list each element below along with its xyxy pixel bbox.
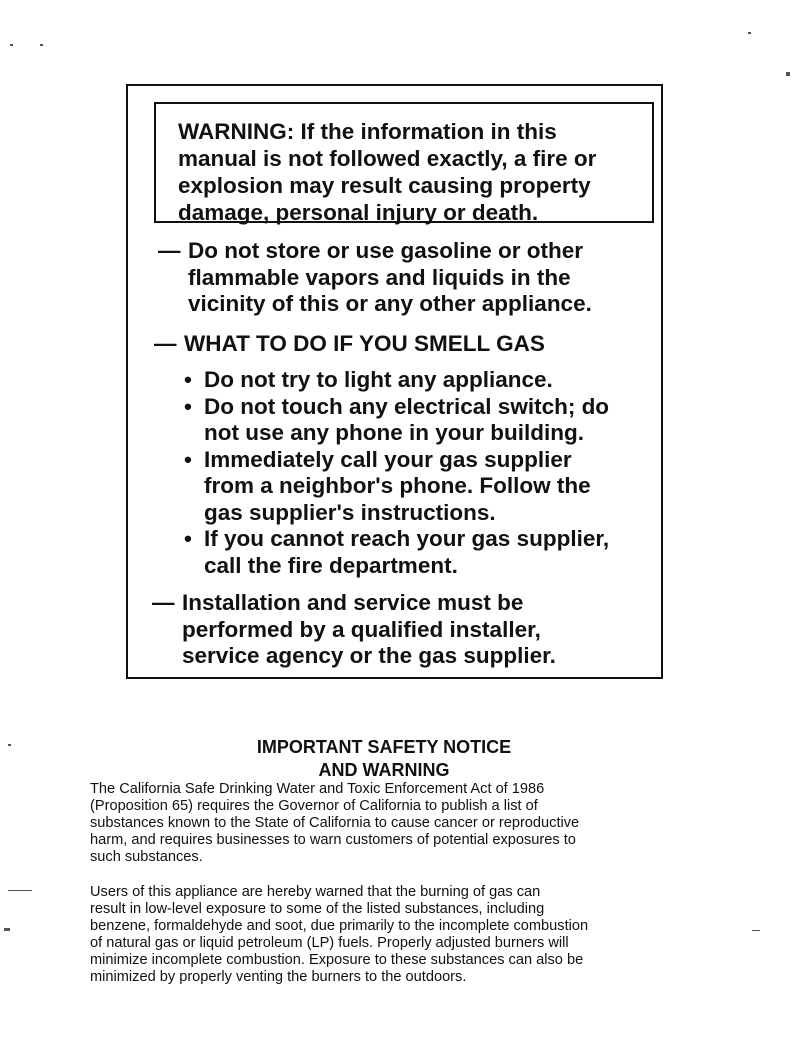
bullet-text: If you cannot reach your gas supplier, call the fire department.	[204, 526, 610, 578]
warning-line: WARNING: If the information in this	[178, 119, 557, 144]
installation-instruction	[152, 590, 556, 670]
dash-marker: —	[158, 238, 181, 263]
safety-notice-title	[0, 736, 808, 782]
smell-gas-heading	[154, 331, 545, 358]
bullet-marker: •	[184, 526, 192, 551]
instruction-line: Do not store or use gasoline or other	[188, 238, 584, 263]
bullet-text: Do not try to light any appliance.	[204, 367, 553, 392]
smell-gas-heading-text: WHAT TO DO IF YOU SMELL GAS	[184, 331, 545, 356]
appliance-exposure-paragraph: Users of this appliance are hereby warned that the burning of gas can result in low-level exposure to some of the listed substances, including benzene, formaldehyde and soot, due primarily to the incomplete combustion of natural gas or liquid petroleum (LP) fuels. Properly adjusted burners will minimize incomplete combustion. Exposure to these substances can also be minimized by properly venting the burners to the outdoors.	[90, 884, 589, 985]
instruction-line: flammable vapors and liquids in the	[188, 264, 571, 290]
proposition-65-paragraph: The California Safe Drinking Water and Toxic Enforcement Act of 1986 (Proposition 65) requires the Governor of California to publish a list of substances known to the State of California to cause cancer or reproductive harm, and requires businesses to warn customers of potential exposures to such substances.	[90, 781, 580, 865]
scan-speck	[40, 44, 43, 46]
instruction-line: Installation and service must be	[182, 590, 524, 615]
safety-notice-title-line: AND WARNING	[318, 760, 450, 780]
safety-notice-title-line: IMPORTANT SAFETY NOTICE	[256, 737, 512, 757]
smell-gas-bullet-list	[184, 367, 654, 579]
bullet-marker: •	[184, 367, 192, 392]
scan-speck	[786, 72, 790, 76]
warning-line: explosion may result causing property	[178, 173, 591, 198]
bullet-text: Immediately call your gas supplier from a neighbor's phone. Follow the gas supplier's instructions.	[204, 446, 591, 525]
warning-line: manual is not followed exactly, a fire or	[178, 146, 597, 171]
scan-speck	[4, 928, 10, 931]
warning-headline	[178, 118, 652, 226]
scan-speck	[8, 744, 11, 746]
instruction-line: vicinity of this or any other appliance.	[188, 291, 592, 316]
dash-marker: —	[152, 590, 175, 615]
scan-speck	[748, 32, 751, 34]
instruction-line: performed by a qualified installer,	[182, 616, 541, 642]
scan-speck	[752, 930, 760, 931]
bullet-text: Do not touch any electrical switch; do not use any phone in your building.	[204, 393, 610, 445]
bullet-item	[184, 394, 654, 447]
bullet-item	[184, 526, 654, 579]
scan-speck	[8, 890, 32, 891]
scan-speck	[10, 44, 13, 46]
dash-marker: —	[154, 331, 177, 356]
gasoline-instruction-text	[188, 238, 592, 318]
bullet-item	[184, 367, 654, 394]
instruction-line: service agency or the gas supplier.	[182, 643, 556, 668]
installation-instruction-text	[182, 590, 556, 670]
warning-line: damage, personal injury or death.	[178, 200, 539, 225]
gas-warning-panel	[126, 84, 663, 679]
bullet-marker: •	[184, 446, 192, 472]
bullet-item	[184, 447, 654, 527]
fire-explosion-warning-box	[154, 102, 654, 223]
bullet-marker: •	[184, 393, 192, 419]
gasoline-instruction	[158, 238, 592, 318]
